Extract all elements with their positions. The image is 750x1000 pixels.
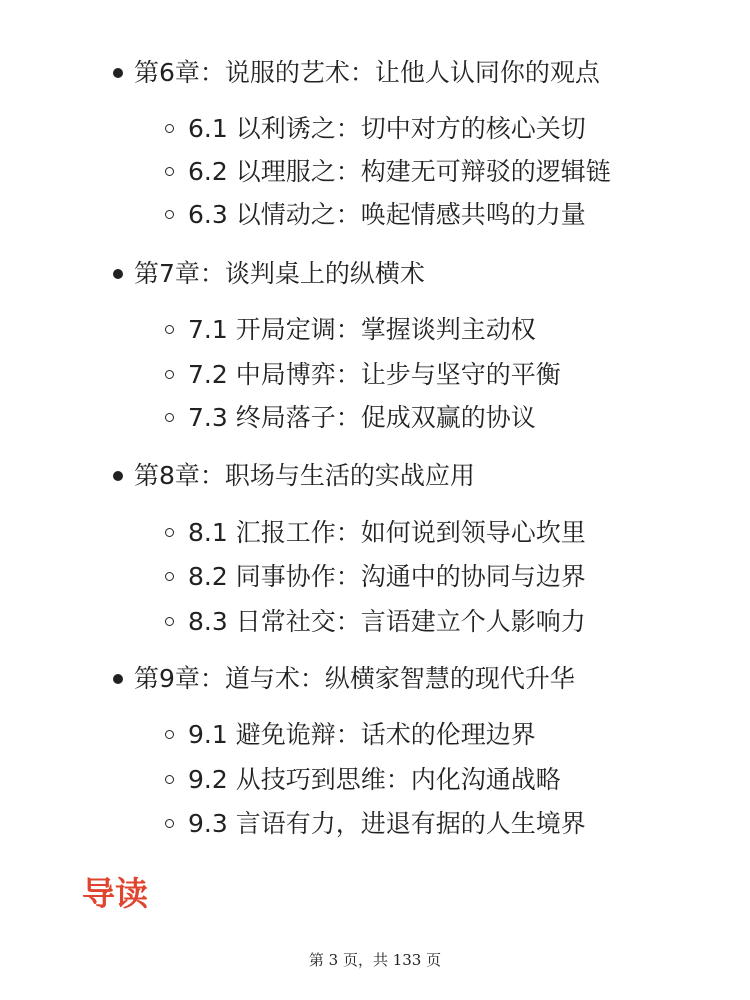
toc-section-title: 8.2 同事协作：沟通中的协同与边界 [188, 562, 586, 591]
hollow-bullet-icon [165, 617, 174, 626]
hollow-bullet-icon [165, 528, 174, 537]
hollow-bullet-icon [165, 572, 174, 581]
toc-section-title: 6.2 以理服之：构建无可辩驳的逻辑链 [188, 157, 611, 186]
hollow-bullet-icon [165, 370, 174, 379]
hollow-bullet-icon [165, 210, 174, 219]
hollow-bullet-icon [165, 413, 174, 422]
filled-bullet-icon [113, 674, 123, 684]
toc-chapter-title: 第6章：说服的艺术：让他人认同你的观点 [134, 58, 600, 87]
toc-section-title: 9.3 言语有力，进退有据的人生境界 [188, 809, 586, 838]
hollow-bullet-icon [165, 325, 174, 334]
toc-section-title: 8.1 汇报工作：如何说到领导心坎里 [188, 518, 586, 547]
toc-chapter-title: 第8章：职场与生活的实战应用 [134, 461, 475, 490]
toc-section-title: 7.1 开局定调：掌握谈判主动权 [188, 315, 536, 344]
toc-chapter-title: 第7章：谈判桌上的纵横术 [134, 259, 425, 288]
page-number-label: 第 3 页，共 133 页 [308, 951, 442, 969]
toc-section-title: 6.1 以利诱之：切中对方的核心关切 [188, 114, 586, 143]
section-heading: 导读 [82, 874, 148, 913]
hollow-bullet-icon [165, 124, 174, 133]
hollow-bullet-icon [165, 775, 174, 784]
toc-section-title: 6.3 以情动之：唤起情感共鸣的力量 [188, 200, 586, 229]
hollow-bullet-icon [165, 167, 174, 176]
filled-bullet-icon [113, 471, 123, 481]
toc-section-title: 8.3 日常社交：言语建立个人影响力 [188, 607, 586, 636]
hollow-bullet-icon [165, 730, 174, 739]
hollow-bullet-icon [165, 819, 174, 828]
toc-section-title: 7.2 中局博弈：让步与坚守的平衡 [188, 360, 561, 389]
page-footer [0, 950, 750, 970]
filled-bullet-icon [113, 269, 123, 279]
toc-section-title: 9.1 避免诡辩：话术的伦理边界 [188, 720, 536, 749]
toc-chapter-title: 第9章：道与术：纵横家智慧的现代升华 [134, 664, 575, 693]
toc-section-title: 7.3 终局落子：促成双赢的协议 [188, 403, 536, 432]
filled-bullet-icon [113, 68, 123, 78]
toc-section-title: 9.2 从技巧到思维：内化沟通战略 [188, 765, 561, 794]
